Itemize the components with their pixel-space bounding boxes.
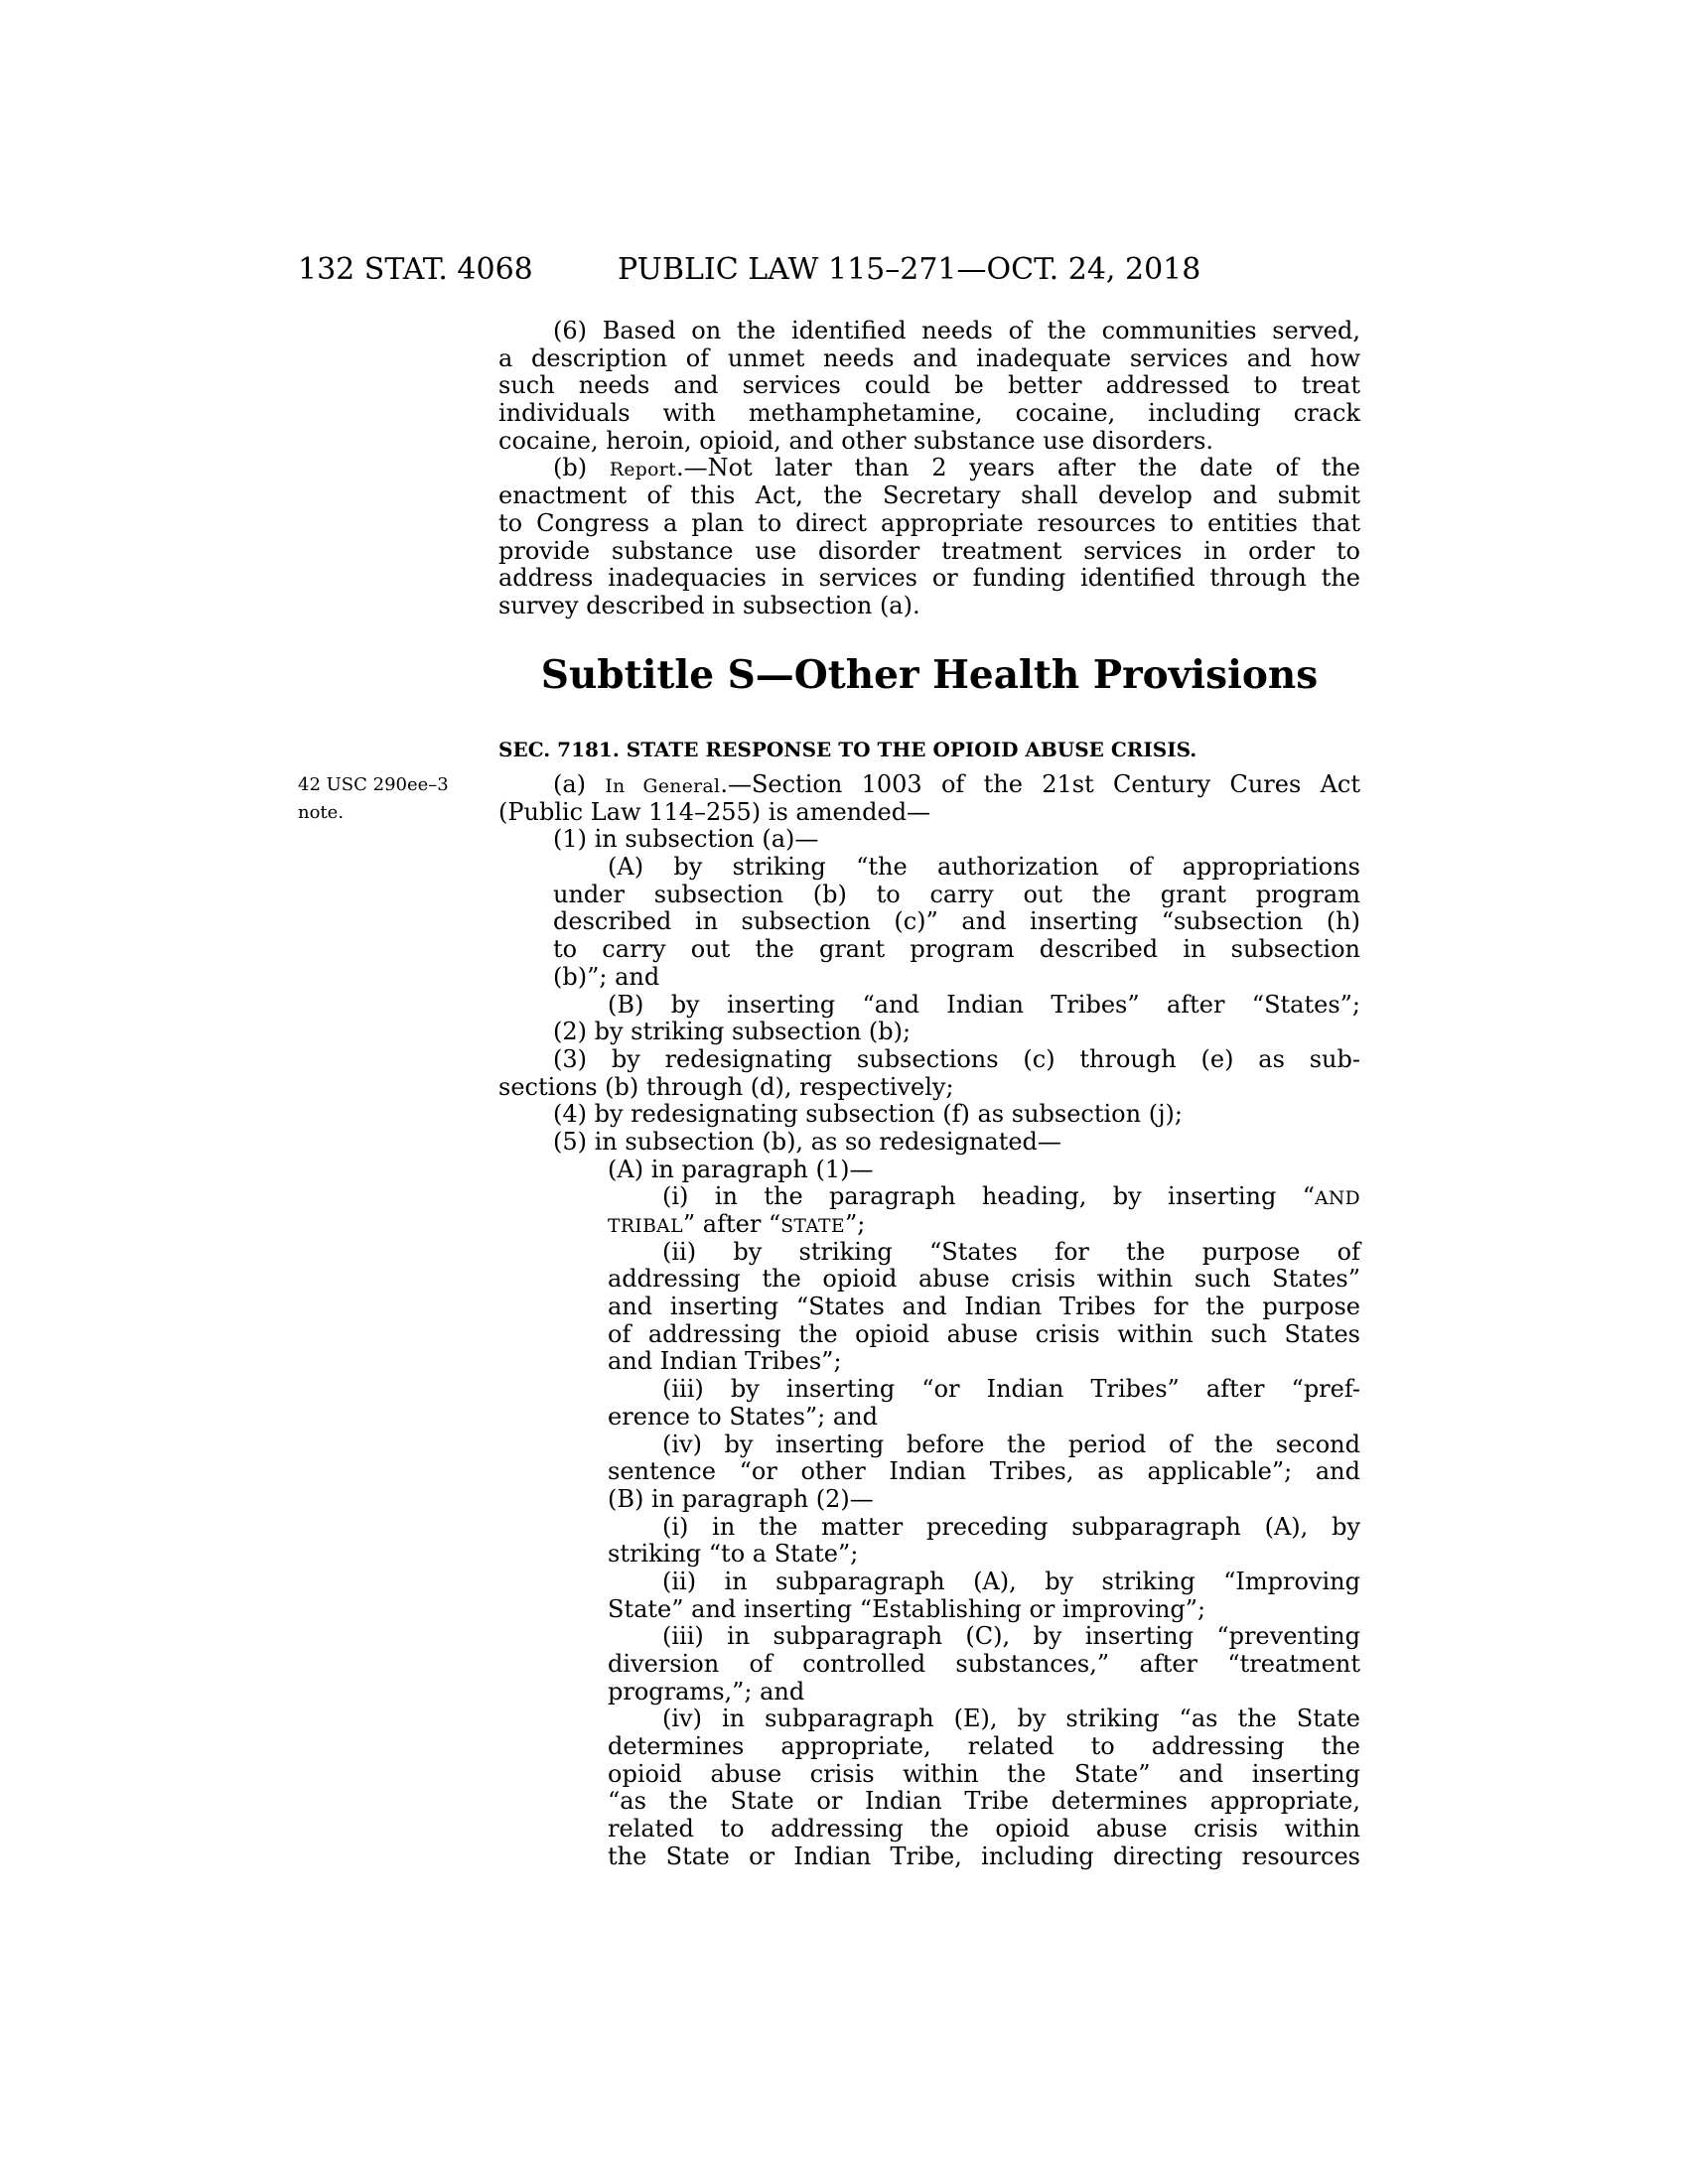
paragraph-6-line: cocaine, heroin, opioid, and other substance use disorders. bbox=[498, 426, 1214, 455]
paragraph-1A-line: described in subsection (c)” and inserting “subsection (h) bbox=[553, 907, 1360, 936]
report-line: survey described in subsection (a). bbox=[498, 591, 920, 619]
paragraph-5Aiii-line: (iii) by inserting “or Indian Tribes” after “pref- bbox=[662, 1375, 1360, 1404]
paragraph-5Biv-line: determines appropriate, related to addressing the bbox=[608, 1732, 1360, 1761]
paragraph-6-line: individuals with methamphetamine, cocaine, including crack bbox=[498, 399, 1360, 428]
section-heading: SEC. 7181. STATE RESPONSE TO THE OPIOID ABUSE CRISIS. bbox=[498, 738, 1197, 761]
paragraph-1A-line: under subsection (b) to carry out the grant program bbox=[553, 880, 1360, 908]
paragraph-1A-line: (b)”; and bbox=[553, 962, 660, 991]
paragraph-1A-line: (A) by striking “the authorization of appropriations bbox=[608, 853, 1360, 882]
paragraph-5Biii-line: diversion of controlled substances,” after “treatment bbox=[608, 1650, 1360, 1678]
report-prefix: (b) bbox=[553, 454, 610, 482]
paragraph-5Aiii-line: erence to States”; and bbox=[608, 1402, 879, 1431]
report-heading: Report bbox=[609, 460, 676, 481]
paragraph-1A-line: to carry out the grant program described in subsection bbox=[553, 935, 1360, 964]
stat-citation: 132 STAT. 4068 bbox=[298, 252, 533, 287]
law-title: PUBLIC LAW 115–271—OCT. 24, 2018 bbox=[618, 252, 1201, 287]
report-line: enactment of this Act, the Secretary shall develop and submit bbox=[498, 481, 1360, 510]
paragraph-5Aii-line: of addressing the opioid abuse crisis within such States bbox=[608, 1319, 1360, 1348]
paragraph-5Biv-line: related to addressing the opioid abuse crisis within bbox=[608, 1815, 1360, 1843]
section-body bbox=[498, 771, 1360, 1871]
subsection-a-first-rest: .—Section 1003 of the 21st Century Cures Act bbox=[720, 770, 1360, 798]
paragraph-5B: (B) in paragraph (2)— bbox=[608, 1484, 874, 1513]
paragraph-1B: (B) by inserting “and Indian Tribes” after “States”; bbox=[608, 990, 1360, 1019]
subtitle-heading: Subtitle S—Other Health Provisions bbox=[540, 652, 1319, 698]
paragraph-5Ai-text-c: ”; bbox=[844, 1210, 866, 1238]
report-line: address inadequacies in services or funding identified through the bbox=[498, 564, 1360, 593]
paragraph-5Biv-line: “as the State or Indian Tribe determines appropriate, bbox=[608, 1787, 1360, 1816]
paragraph-5A: (A) in paragraph (1)— bbox=[608, 1155, 874, 1183]
paragraph-5Aii-line: (ii) by striking “States for the purpose of bbox=[662, 1237, 1360, 1266]
paragraph-5Aiv-line: sentence “or other Indian Tribes, as applicable”; and bbox=[608, 1457, 1360, 1486]
subsection-a-prefix: (a) bbox=[553, 770, 606, 798]
subsection-a-line: (Public Law 114–255) is amended— bbox=[498, 797, 931, 826]
subsection-a-heading: In General bbox=[605, 776, 721, 797]
report-line: to Congress a plan to direct appropriate resources to entities that bbox=[498, 508, 1360, 537]
paragraph-5Aiv-line: (iv) by inserting before the period of the second bbox=[662, 1430, 1360, 1458]
paragraph-6-line: (6) Based on the identified needs of the communities served, bbox=[553, 317, 1360, 344]
paragraph-3-line: (3) by redesignating subsections (c) through (e) as sub- bbox=[553, 1044, 1360, 1073]
top-text-block bbox=[498, 318, 1360, 620]
paragraph-5Biv-line: (iv) in subparagraph (E), by striking “as the State bbox=[662, 1705, 1360, 1733]
paragraph-5Bii-line: State” and inserting “Establishing or improving”; bbox=[608, 1594, 1206, 1623]
paragraph-5Biii-line: (iii) in subparagraph (C), by inserting “preventing bbox=[662, 1622, 1360, 1651]
paragraph-5Ai-tribal: TRIBAL bbox=[608, 1216, 683, 1237]
margin-note bbox=[298, 771, 477, 826]
paragraph-5Biv-line: the State or Indian Tribe, including directing resources bbox=[608, 1842, 1360, 1870]
paragraph-5Ai-and: AND bbox=[1315, 1188, 1360, 1210]
paragraph-4: (4) by redesignating subsection (f) as subsection (j); bbox=[553, 1100, 1183, 1129]
paragraph-5Bi-line: striking “to a State”; bbox=[608, 1540, 859, 1569]
paragraph-5Bi-line: (i) in the matter preceding subparagraph (A), by bbox=[662, 1512, 1360, 1541]
paragraph-5: (5) in subsection (b), as so redesignated— bbox=[553, 1127, 1061, 1156]
paragraph-5Aii-line: and Indian Tribes”; bbox=[608, 1347, 842, 1376]
margin-note-citation: 42 USC 290ee–3 bbox=[298, 774, 449, 795]
paragraph-5Ai-text-b: ” after “ bbox=[682, 1210, 781, 1238]
paragraph-5Biv-line: opioid abuse crisis within the State” and inserting bbox=[608, 1759, 1360, 1788]
paragraph-6-line: a description of unmet needs and inadequate services and how bbox=[498, 343, 1360, 372]
paragraph-5Aii-line: addressing the opioid abuse crisis within such States” bbox=[608, 1265, 1360, 1294]
paragraph-1: (1) in subsection (a)— bbox=[553, 825, 819, 854]
paragraph-5Ai-line bbox=[608, 1211, 1360, 1239]
paragraph-5Bii-line: (ii) in subparagraph (A), by striking “Improving bbox=[662, 1567, 1360, 1595]
report-line: provide substance use disorder treatment services in order to bbox=[498, 536, 1360, 565]
paragraph-5Biii-line: programs,”; and bbox=[608, 1677, 805, 1706]
report-first-line bbox=[498, 455, 1360, 482]
paragraph-5Ai-text-a: (i) in the paragraph heading, by inserting “ bbox=[662, 1182, 1315, 1211]
paragraph-2: (2) by striking subsection (b); bbox=[553, 1018, 912, 1046]
subsection-a-first-line bbox=[498, 771, 1360, 799]
paragraph-5Ai-line bbox=[662, 1183, 1360, 1211]
running-head bbox=[298, 250, 1251, 290]
margin-note-label: note. bbox=[298, 801, 345, 823]
paragraph-5Ai-state: STATE bbox=[780, 1216, 845, 1237]
paragraph-6-line: such needs and services could be better addressed to treat bbox=[498, 371, 1360, 400]
report-first-rest: .—Not later than 2 years after the date of the bbox=[675, 454, 1361, 482]
paragraph-3-line: sections (b) through (d), respectively; bbox=[498, 1072, 954, 1101]
paragraph-5Aii-line: and inserting “States and Indian Tribes for the purpose bbox=[608, 1293, 1360, 1321]
